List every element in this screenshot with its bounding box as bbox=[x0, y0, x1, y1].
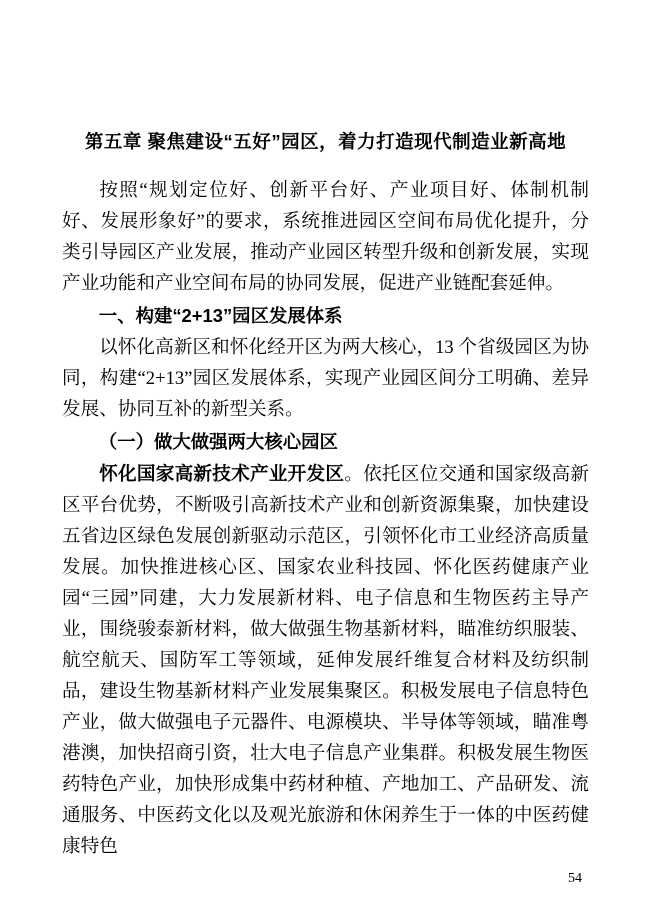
section-heading-2: （一）做大做强两大核心园区 bbox=[98, 431, 338, 452]
paragraph-bold-lead: 怀化国家高新技术产业开发区 bbox=[99, 463, 345, 484]
paragraph-body-text: 。依托区位交通和国家级高新区平台优势，不断吸引高新技术产业和创新资源集聚，加快建设五省边区绿色发展创新驱动示范区，引领怀化市工业经济高质量发展。加快推进核心区、国家农业科技园、怀化医药健康产业园“三园”同建，大力发展新材料、电子信息和生物医药主导产业，围绕骏泰新材料，做大做强生物基新材料，瞄准纺织服装、航空航天、国防军工等领域，延伸发展纤维复合材料及纺织制品，建设生物基新材料产业发展集聚区。积极发展电子信息特色产业，做大做强电子元器件、电源模块、半导体等领域，瞄准粤港澳，加快招商引资，壮大电子信息产业集群。积极发展生物医药特色产业，加快形成集中药材种植、产地加工、产品研发、流通服务、中医药文化以及观光旅游和休闲养生于一体的中医药健康特色 bbox=[62, 464, 589, 857]
document-content bbox=[62, 128, 589, 862]
page-number: 54 bbox=[568, 871, 582, 886]
paragraph-hightech-zone bbox=[62, 458, 589, 862]
chapter-title: 第五章 聚焦建设“五好”园区，着力打造现代制造业新高地 bbox=[84, 131, 567, 152]
paragraph-intro: 按照“规划定位好、创新平台好、产业项目好、体制机制好、发展形象好”的要求，系统推进园区空间布局优化提升，分类引导园区产业发展，推动产业园区转型升级和创新发展，实现产业功能和产业空间布局的协同发展，促进产业链配套延伸。 bbox=[62, 180, 589, 294]
paragraph-park-system: 以怀化高新区和怀化经开区为两大核心，13 个省级园区为协同，构建“2+13”园区发展体系，实现产业园区间分工明确、差异发展、协同互补的新型关系。 bbox=[62, 337, 589, 420]
section-heading-1: 一、构建“2+13”园区发展体系 bbox=[98, 305, 343, 326]
